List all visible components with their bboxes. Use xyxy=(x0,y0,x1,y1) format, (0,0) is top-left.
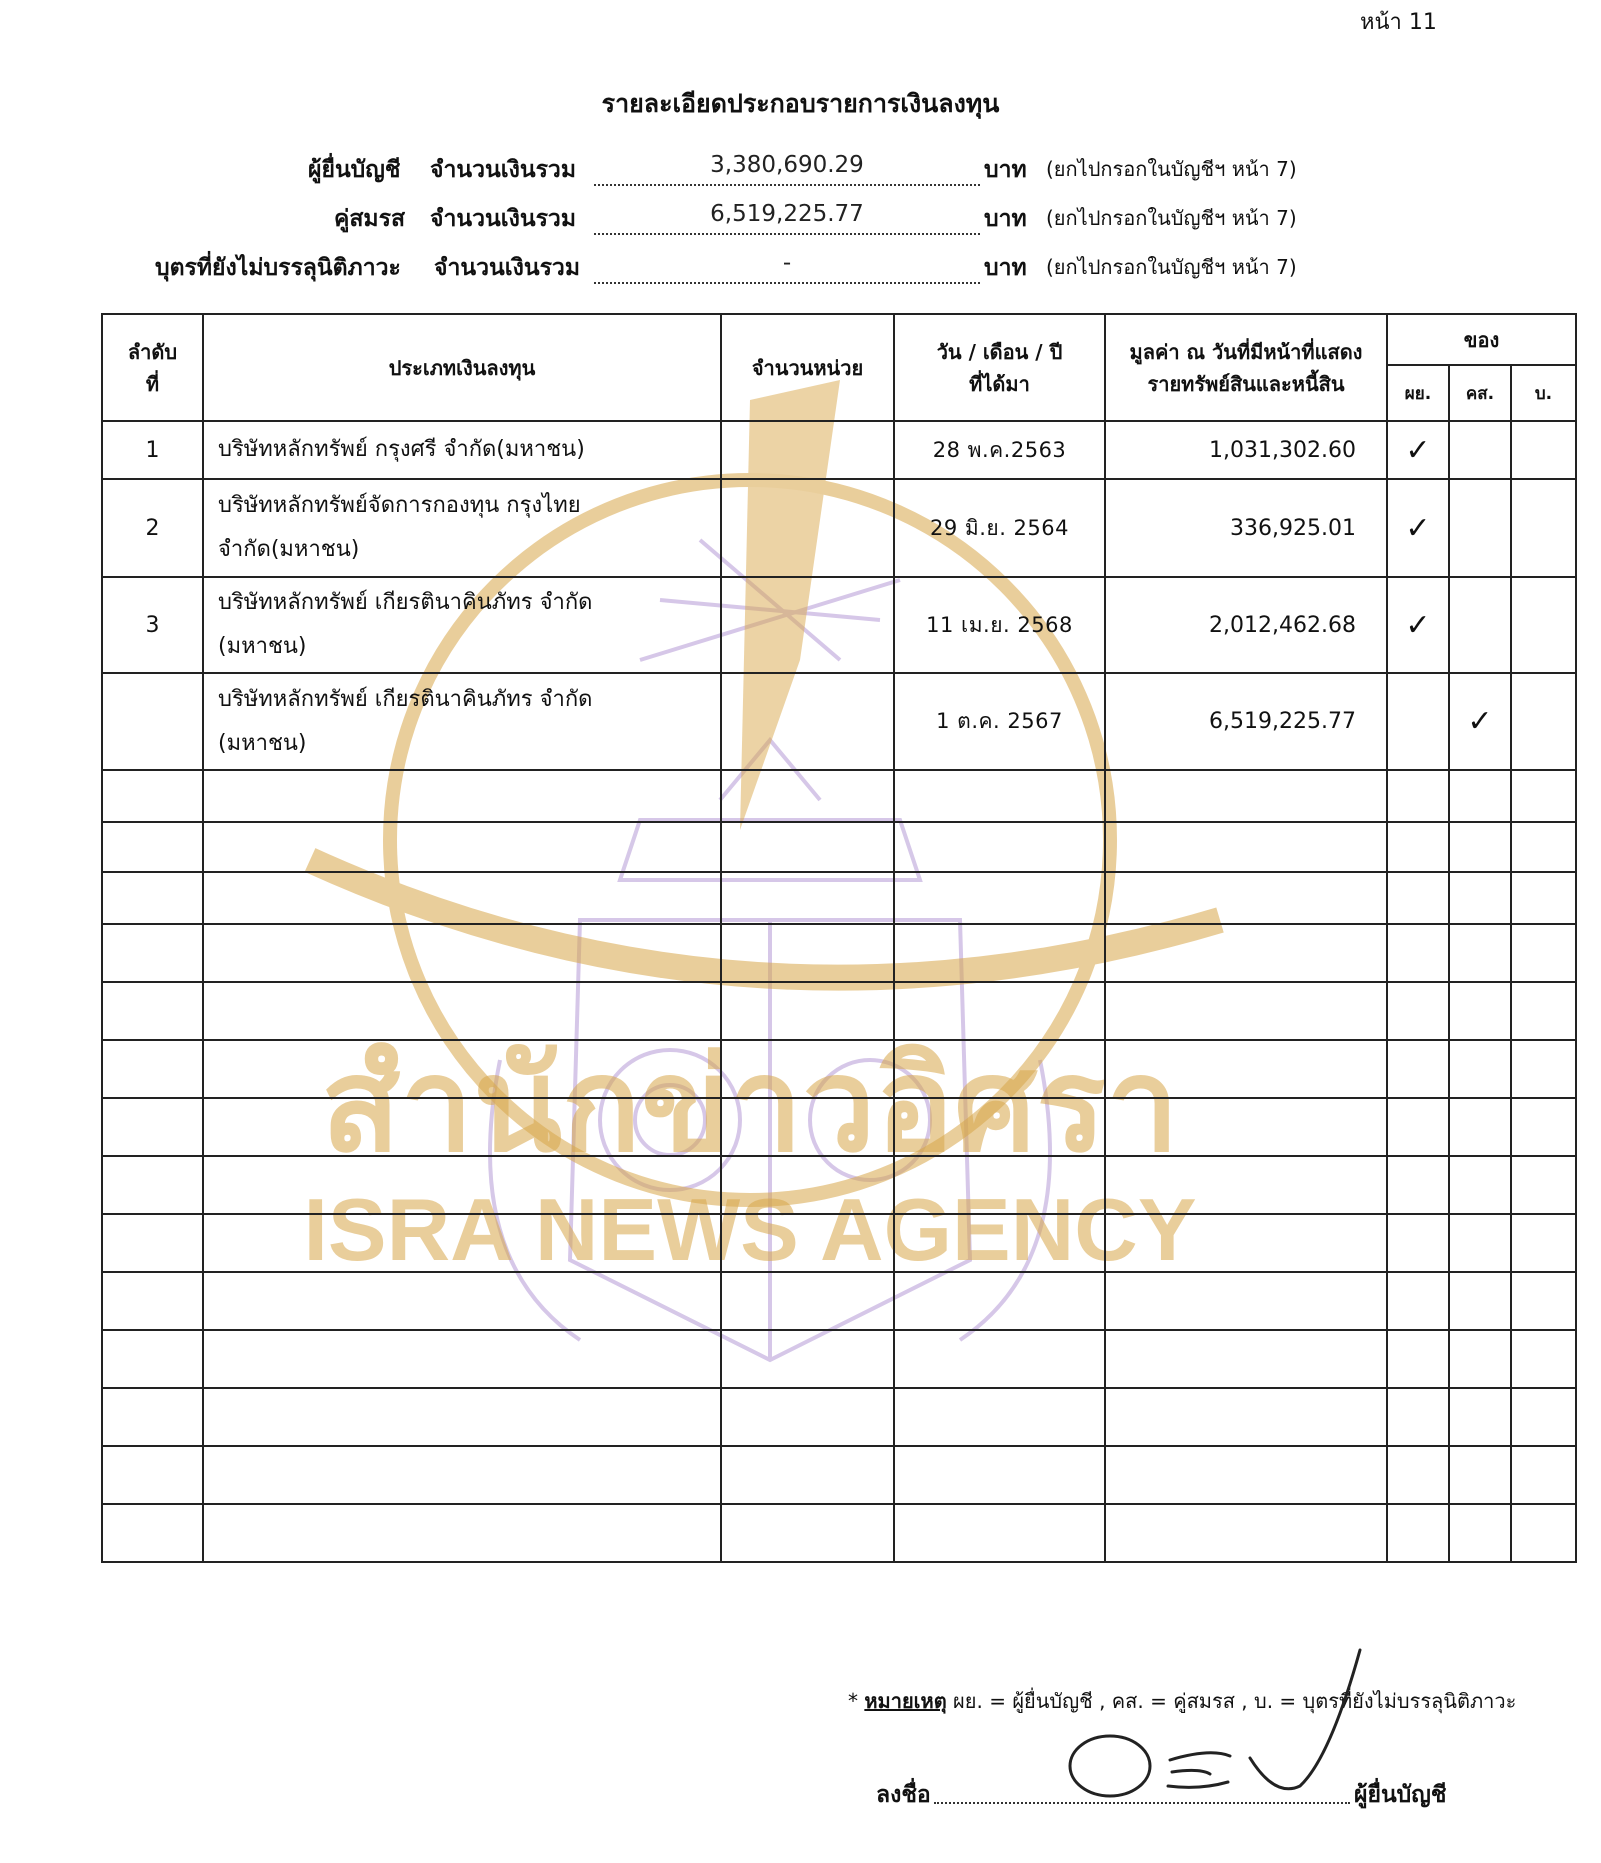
footnote-star: * xyxy=(848,1689,858,1713)
empty-table-row xyxy=(102,770,1576,822)
empty-cell xyxy=(894,1446,1105,1504)
empty-cell xyxy=(1449,1214,1511,1272)
empty-cell xyxy=(1105,770,1387,822)
row-owner-spouse xyxy=(1449,421,1511,479)
col-units-header: จำนวนหน่วย xyxy=(721,314,894,421)
row-type: บริษัทหลักทรัพย์จัดการกองทุน กรุงไทย จำกัด(มหาชน) xyxy=(203,479,721,577)
empty-cell xyxy=(203,1272,721,1330)
empty-table-row xyxy=(102,924,1576,982)
empty-cell xyxy=(102,872,203,924)
empty-cell xyxy=(203,1330,721,1388)
page-number: หน้า 11 xyxy=(1360,10,1437,35)
empty-table-row xyxy=(102,1504,1576,1562)
empty-cell xyxy=(894,1156,1105,1214)
empty-cell xyxy=(721,1098,894,1156)
empty-cell xyxy=(721,1040,894,1098)
summary-label: จำนวนเงินรวม xyxy=(430,157,576,183)
row-no: 1 xyxy=(102,421,203,479)
empty-cell xyxy=(1449,1388,1511,1446)
empty-cell xyxy=(1105,1446,1387,1504)
row-date: 11 เม.ย. 2568 xyxy=(894,577,1105,673)
row-owner-spouse: ✓ xyxy=(1449,673,1511,770)
empty-cell xyxy=(1449,1156,1511,1214)
empty-table-row xyxy=(102,1330,1576,1388)
empty-cell xyxy=(203,1446,721,1504)
empty-cell xyxy=(1105,1156,1387,1214)
summary-label: จำนวนเงินรวม xyxy=(434,255,580,281)
empty-cell xyxy=(1387,1504,1449,1562)
summary-note: (ยกไปกรอกในบัญชีฯ หน้า 7) xyxy=(1046,157,1297,181)
empty-cell xyxy=(1105,1098,1387,1156)
summary-spouse xyxy=(0,201,1601,241)
empty-table-row xyxy=(102,1214,1576,1272)
summary-who: บุตรที่ยังไม่บรรลุนิติภาวะ xyxy=(155,255,401,281)
empty-cell xyxy=(721,1446,894,1504)
col-owner-header: ของ xyxy=(1387,314,1576,365)
empty-cell xyxy=(1105,1272,1387,1330)
page-title: รายละเอียดประกอบรายการเงินลงทุน xyxy=(601,89,1000,118)
row-date: 29 มิ.ย. 2564 xyxy=(894,479,1105,577)
empty-cell xyxy=(894,770,1105,822)
empty-cell xyxy=(894,982,1105,1040)
empty-cell xyxy=(721,1330,894,1388)
watermark-thai-text: สำนักข่าวอิศรา xyxy=(320,1029,1180,1181)
empty-cell xyxy=(721,1388,894,1446)
col-type-header: ประเภทเงินลงทุน xyxy=(203,314,721,421)
row-owner-spouse xyxy=(1449,479,1511,577)
empty-cell xyxy=(102,982,203,1040)
row-owner-spouse xyxy=(1449,577,1511,673)
empty-cell xyxy=(1105,1040,1387,1098)
empty-cell xyxy=(1387,770,1449,822)
summary-who: ผู้ยื่นบัญชี xyxy=(308,157,401,183)
empty-cell xyxy=(894,1098,1105,1156)
empty-cell xyxy=(102,1504,203,1562)
empty-cell xyxy=(102,1388,203,1446)
table-row xyxy=(102,421,1576,479)
empty-cell xyxy=(1511,1040,1576,1098)
row-owner-filer xyxy=(1387,673,1449,770)
table-row xyxy=(102,673,1576,770)
empty-cell xyxy=(721,1504,894,1562)
row-owner-filer: ✓ xyxy=(1387,577,1449,673)
empty-cell xyxy=(721,1156,894,1214)
row-no: 2 xyxy=(102,479,203,577)
signature-role: ผู้ยื่นบัญชี xyxy=(1354,1782,1447,1808)
empty-cell xyxy=(1387,924,1449,982)
col-value-header: มูลค่า ณ วันที่มีหน้าที่แสดง รายทรัพย์สินและหนี้สิน xyxy=(1105,314,1387,421)
empty-cell xyxy=(721,982,894,1040)
empty-cell xyxy=(1387,1272,1449,1330)
summary-unit: บาท xyxy=(984,255,1027,281)
empty-table-row xyxy=(102,1388,1576,1446)
empty-cell xyxy=(1387,822,1449,872)
row-units xyxy=(721,577,894,673)
empty-cell xyxy=(721,770,894,822)
empty-cell xyxy=(1511,1388,1576,1446)
empty-cell xyxy=(1511,872,1576,924)
row-date: 28 พ.ค.2563 xyxy=(894,421,1105,479)
col-no-header: ลำดับ ที่ xyxy=(102,314,203,421)
empty-cell xyxy=(1387,1156,1449,1214)
empty-cell xyxy=(203,1388,721,1446)
table-row xyxy=(102,479,1576,577)
row-owner-filer: ✓ xyxy=(1387,421,1449,479)
empty-cell xyxy=(1105,1214,1387,1272)
empty-table-row xyxy=(102,1040,1576,1098)
summary-unit: บาท xyxy=(984,157,1027,183)
row-units xyxy=(721,421,894,479)
empty-cell xyxy=(1387,982,1449,1040)
empty-cell xyxy=(102,1156,203,1214)
empty-cell xyxy=(1387,1446,1449,1504)
empty-cell xyxy=(102,1446,203,1504)
empty-cell xyxy=(1449,1272,1511,1330)
row-owner-filer: ✓ xyxy=(1387,479,1449,577)
summary-note: (ยกไปกรอกในบัญชีฯ หน้า 7) xyxy=(1046,255,1297,279)
empty-cell xyxy=(1511,1330,1576,1388)
empty-cell xyxy=(1511,982,1576,1040)
row-type: บริษัทหลักทรัพย์ เกียรตินาคินภัทร จำกัด (มหาชน) xyxy=(203,577,721,673)
row-owner-child xyxy=(1511,421,1576,479)
empty-cell xyxy=(102,1040,203,1098)
empty-cell xyxy=(1449,822,1511,872)
empty-cell xyxy=(1105,872,1387,924)
footnote-label: หมายเหตุ xyxy=(864,1689,947,1713)
empty-cell xyxy=(721,1214,894,1272)
empty-cell xyxy=(1105,1388,1387,1446)
summary-amount: - xyxy=(594,250,980,284)
empty-cell xyxy=(1387,872,1449,924)
empty-table-row xyxy=(102,982,1576,1040)
empty-table-row xyxy=(102,1272,1576,1330)
row-owner-child xyxy=(1511,577,1576,673)
summary-who: คู่สมรส xyxy=(334,206,405,232)
empty-cell xyxy=(1449,1446,1511,1504)
empty-cell xyxy=(1511,1156,1576,1214)
col-owner-filer-header: ผย. xyxy=(1387,365,1449,421)
empty-cell xyxy=(203,1098,721,1156)
empty-cell xyxy=(1511,1446,1576,1504)
row-value: 1,031,302.60 xyxy=(1105,421,1387,479)
row-value: 2,012,462.68 xyxy=(1105,577,1387,673)
empty-cell xyxy=(1511,822,1576,872)
empty-cell xyxy=(894,924,1105,982)
empty-cell xyxy=(203,982,721,1040)
row-owner-child xyxy=(1511,479,1576,577)
empty-cell xyxy=(1449,1098,1511,1156)
row-type: บริษัทหลักทรัพย์ เกียรตินาคินภัทร จำกัด (มหาชน) xyxy=(203,673,721,770)
empty-cell xyxy=(102,924,203,982)
empty-cell xyxy=(1387,1330,1449,1388)
empty-cell xyxy=(203,770,721,822)
empty-cell xyxy=(1105,982,1387,1040)
row-type: บริษัทหลักทรัพย์ กรุงศรี จำกัด(มหาชน) xyxy=(203,421,721,479)
col-owner-child-header: บ. xyxy=(1511,365,1576,421)
empty-cell xyxy=(721,822,894,872)
empty-cell xyxy=(1511,770,1576,822)
empty-cell xyxy=(721,924,894,982)
empty-cell xyxy=(1449,1504,1511,1562)
empty-table-row xyxy=(102,822,1576,872)
empty-cell xyxy=(203,872,721,924)
col-owner-spouse-header: คส. xyxy=(1449,365,1511,421)
empty-cell xyxy=(203,1040,721,1098)
empty-cell xyxy=(1511,1504,1576,1562)
empty-cell xyxy=(894,872,1105,924)
empty-cell xyxy=(102,770,203,822)
empty-cell xyxy=(203,822,721,872)
empty-cell xyxy=(1449,1330,1511,1388)
empty-cell xyxy=(1105,1330,1387,1388)
empty-cell xyxy=(203,1214,721,1272)
empty-cell xyxy=(1449,770,1511,822)
empty-cell xyxy=(1449,982,1511,1040)
table-row xyxy=(102,577,1576,673)
empty-cell xyxy=(894,1504,1105,1562)
empty-rows xyxy=(102,770,1576,1562)
row-no: 3 xyxy=(102,577,203,673)
row-date: 1 ต.ค. 2567 xyxy=(894,673,1105,770)
empty-cell xyxy=(1449,924,1511,982)
empty-cell xyxy=(721,872,894,924)
empty-cell xyxy=(102,1272,203,1330)
empty-table-row xyxy=(102,1098,1576,1156)
summary-label: จำนวนเงินรวม xyxy=(430,206,576,232)
empty-cell xyxy=(203,1504,721,1562)
empty-cell xyxy=(1449,872,1511,924)
empty-cell xyxy=(203,1156,721,1214)
empty-cell xyxy=(721,1272,894,1330)
empty-cell xyxy=(1511,1214,1576,1272)
row-units xyxy=(721,479,894,577)
empty-cell xyxy=(894,1040,1105,1098)
empty-cell xyxy=(203,924,721,982)
empty-cell xyxy=(894,822,1105,872)
empty-table-row xyxy=(102,1156,1576,1214)
summary-child xyxy=(0,250,1601,290)
footnote-text: ผย. = ผู้ยื่นบัญชี , คส. = คู่สมรส , บ. = บุตรที่ยังไม่บรรลุนิติภาวะ xyxy=(953,1689,1517,1713)
empty-cell xyxy=(102,1214,203,1272)
empty-table-row xyxy=(102,1446,1576,1504)
col-date-header: วัน / เดือน / ปี ที่ได้มา xyxy=(894,314,1105,421)
summary-filer xyxy=(0,152,1601,192)
summary-amount: 3,380,690.29 xyxy=(594,152,980,186)
empty-cell xyxy=(102,1098,203,1156)
empty-cell xyxy=(1511,1272,1576,1330)
empty-cell xyxy=(1511,924,1576,982)
empty-cell xyxy=(1387,1388,1449,1446)
watermark-english-text: ISRA NEWS AGENCY xyxy=(303,1180,1197,1279)
signature-label: ลงชื่อ xyxy=(876,1782,931,1808)
empty-cell xyxy=(102,1330,203,1388)
handwritten-signature xyxy=(1060,1648,1390,1818)
summary-note: (ยกไปกรอกในบัญชีฯ หน้า 7) xyxy=(1046,206,1297,230)
empty-cell xyxy=(1105,924,1387,982)
row-owner-child xyxy=(1511,673,1576,770)
empty-cell xyxy=(894,1330,1105,1388)
row-value: 6,519,225.77 xyxy=(1105,673,1387,770)
empty-cell xyxy=(1387,1214,1449,1272)
empty-cell xyxy=(894,1214,1105,1272)
empty-cell xyxy=(1105,822,1387,872)
empty-cell xyxy=(894,1272,1105,1330)
empty-cell xyxy=(894,1388,1105,1446)
empty-cell xyxy=(1105,1504,1387,1562)
row-value: 336,925.01 xyxy=(1105,479,1387,577)
empty-table-row xyxy=(102,872,1576,924)
empty-cell xyxy=(1511,1098,1576,1156)
investment-table xyxy=(101,313,1577,1563)
empty-cell xyxy=(102,822,203,872)
row-units xyxy=(721,673,894,770)
summary-amount: 6,519,225.77 xyxy=(594,201,980,235)
empty-cell xyxy=(1449,1040,1511,1098)
empty-cell xyxy=(1387,1040,1449,1098)
empty-cell xyxy=(1387,1098,1449,1156)
summary-unit: บาท xyxy=(984,206,1027,232)
row-no xyxy=(102,673,203,770)
